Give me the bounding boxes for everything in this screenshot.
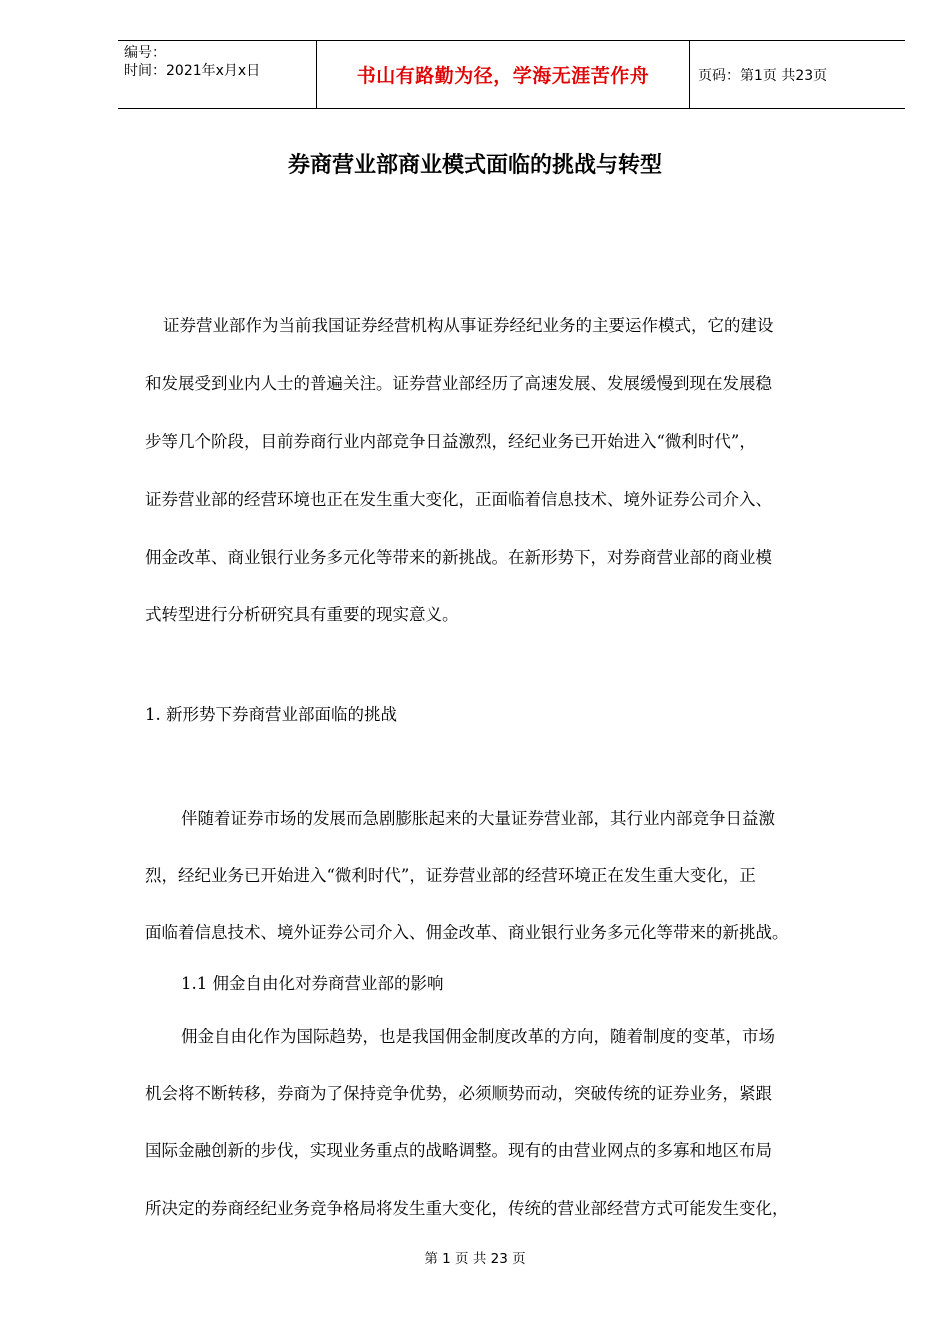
- motto-cell: [317, 41, 690, 108]
- section1-line: 烈，经纪业务已开始进入“微利时代”，证券营业部的经营环境正在发生重大变化，正: [145, 866, 756, 885]
- section-heading: 1. 新形势下券商营业部面临的挑战: [145, 705, 397, 724]
- serial-label: 编号：: [124, 45, 166, 61]
- page-info-cell: [690, 41, 905, 108]
- document-title: 券商营业部商业模式面临的挑战与转型: [287, 153, 662, 178]
- header-table: [118, 40, 905, 109]
- intro-line: 佣金改革、商业银行业务多元化等带来的新挑战。在新形势下，对券商营业部的商业模: [145, 548, 772, 567]
- subsection-line: 国际金融创新的步伐，实现业务重点的战略调整。现有的由营业网点的多寡和地区布局: [145, 1141, 772, 1160]
- section1-line: 面临着信息技术、境外证券公司介入、佣金改革、商业银行业务多元化等带来的新挑战。: [145, 923, 789, 942]
- intro-line: 证券营业部作为当前我国证券经营机构从事证券经纪业务的主要运作模式，它的建设: [163, 316, 774, 335]
- intro-line: 和发展受到业内人士的普遍关注。证券营业部经历了高速发展、发展缓慢到现在发展稳: [145, 374, 772, 393]
- intro-line: 证券营业部的经营环境也正在发生重大变化，正面临着信息技术、境外证券公司介入、: [145, 490, 772, 509]
- subsection-heading: 1.1 佣金自由化对券商营业部的影响: [181, 974, 444, 993]
- motto-text: 书山有路勤为径，学海无涯苦作舟: [356, 65, 650, 87]
- intro-line: 步等几个阶段，目前券商行业内部竞争日益激烈，经纪业务已开始进入“微利时代”，: [145, 432, 756, 451]
- subsection-line: 佣金自由化作为国际趋势，也是我国佣金制度改革的方向，随着制度的变革，市场: [181, 1027, 775, 1046]
- subsection-line: 所决定的券商经纪业务竞争格局将发生重大变化，传统的营业部经营方式可能发生变化，: [145, 1199, 789, 1218]
- intro-line: 式转型进行分析研究具有重要的现实意义。: [145, 605, 459, 624]
- footer-page-number: 第 1 页 共 23 页: [424, 1251, 526, 1267]
- header-meta-cell: [118, 41, 317, 108]
- time-label: 时间：2021年x月x日: [124, 63, 261, 79]
- subsection-line: 机会将不断转移，券商为了保持竞争优势，必须顺势而动，突破传统的证券业务，紧跟: [145, 1084, 772, 1103]
- section1-line: 伴随着证券市场的发展而急剧膨胀起来的大量证券营业部，其行业内部竞争日益激: [181, 809, 775, 828]
- page-info-text: 页码：第1页 共23页: [698, 67, 828, 84]
